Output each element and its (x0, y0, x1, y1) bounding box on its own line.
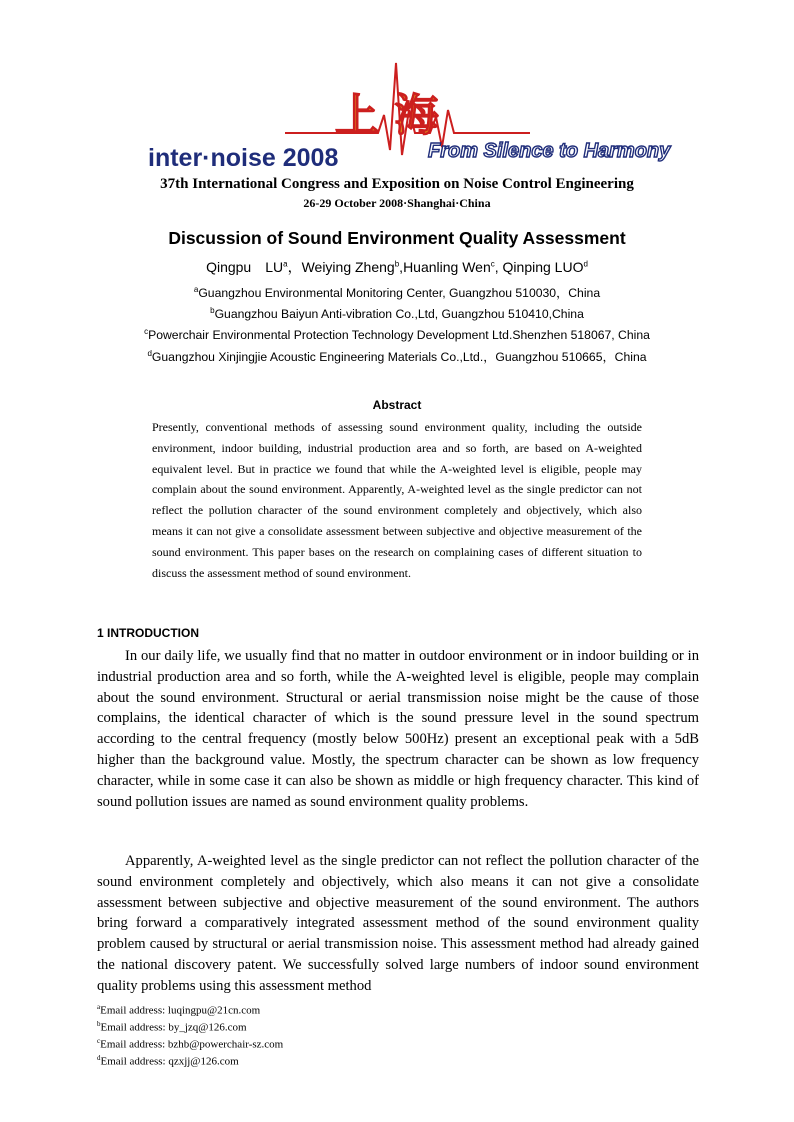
body-paragraph: In our daily life, we usually find that no matter in outdoor environment or in indoor building or in industrial production area and so forth, while the A-weighted level is eligible, people may complain about the sound environment. Structural or aerial transmission noise might be the cause of those complains, the identical character of which is the sound pressure level in the sound spectrum according to the central frequency (mostly below 500Hz) present an exceptional peak with a 5dB higher than the background value. Mostly, the spectrum character can be shown as low frequency character, while in some case it can also be shown as middle or high frequency character. This kind of sound pollution issues are named as sound environment quality problems. (97, 648, 699, 810)
abstract-heading: Abstract (372, 398, 422, 412)
affiliation-mark: c (144, 327, 149, 336)
affiliation-mark: a (193, 284, 199, 294)
author-separator: , (494, 259, 503, 275)
footnote-mark: c (97, 1037, 101, 1046)
conference-dates: 26-29 October 2008·Shanghai·China (303, 196, 491, 210)
author-separator: ， (287, 259, 302, 275)
affiliation-text: Guangzhou Xinjingjie Acoustic Engineering Materials Co.,Ltd.，Guangzhou 510665，China (151, 350, 647, 364)
author-name: Huanling Wen (403, 259, 491, 275)
logo-inter-noise: inter·noise 2008 (148, 144, 339, 172)
author-separator: , (399, 259, 404, 275)
affiliation-mark: b (210, 306, 215, 315)
affiliation-text: Guangzhou Baiyun Anti-vibration Co.,Ltd, Guangzhou 510410,China (214, 307, 584, 322)
footnote-text: Email address: bzhb@powerchair-sz.com (100, 1038, 284, 1051)
author-mark: b (394, 259, 400, 269)
author-name: Weiying Zheng (301, 259, 395, 275)
footnote (97, 1035, 283, 1052)
footnote-mark: b (97, 1020, 101, 1029)
footnote (97, 1052, 283, 1069)
footnote (97, 1018, 283, 1035)
footnotes (97, 1001, 283, 1070)
footnote (97, 1001, 283, 1018)
section-heading: 1 INTRODUCTION (97, 626, 199, 640)
paper-title: Discussion of Sound Environment Quality Assessment (168, 228, 626, 248)
conference-title: 37th International Congress and Exposition on Noise Control Engineering (160, 176, 634, 192)
affiliation (0, 327, 794, 342)
conference-logo (130, 55, 680, 175)
footnote-mark: d (97, 1054, 101, 1063)
affiliation-text: Powerchair Environmental Protection Technology Development Ltd.Shenzhen 518067, China (148, 328, 650, 343)
affiliation (0, 348, 794, 365)
affiliation-text: Guangzhou Environmental Monitoring Center, Guangzhou 510030，China (198, 286, 601, 300)
footnote-text: Email address: by_jzq@126.com (100, 1021, 247, 1034)
footnote-text: Email address: luqingpu@21cn.com (100, 1004, 261, 1017)
logo-slogan: From Silence to Harmony (428, 140, 671, 162)
author-list (0, 257, 794, 277)
footnote-mark: a (97, 1003, 101, 1011)
author-name: Qinping LUO (502, 259, 584, 275)
author-mark: a (283, 259, 288, 269)
body-paragraph: Apparently, A-weighted level as the single predictor can not reflect the pollution character of the sound environment completely and objectively, which also means it can not give a consolidate assessment between subjective and objective measurement of the sound environment. The authors bring forward a comparatively integrated assessment method of the sound environment quality problem caused by structural or aerial transmission noise. This assessment method had already gained the national discovery patent. We successfully solved large numbers of indoor sound environment quality problems using this assessment method (97, 853, 699, 994)
author-name: Qingpu LU (206, 259, 284, 275)
affiliation (0, 284, 794, 301)
footnote-text: Email address: qzxjj@126.com (100, 1056, 239, 1069)
affiliation (0, 306, 794, 321)
author-mark: d (583, 259, 588, 269)
affiliation-mark: d (147, 348, 152, 358)
author-mark: c (490, 259, 495, 269)
shanghai-characters: 上 海 (335, 90, 439, 141)
abstract-body: Presently, conventional methods of assessing sound environment quality, including the outside environment, indoor building, industrial production area and so forth, are based on A-weighted equivalent level. But in practice we found that while the A-weighted level is eligible, people may complain about the sound environment. Apparently, A-weighted level as the single predictor can not reflect the pollution character of the sound environment completely and objectively, which also means it can not give a consolidate assessment between subjective and objective measurement of the sound environment. This paper bases on the research on complaining cases of different situation to discuss the assessment method of sound environment. (152, 420, 642, 580)
